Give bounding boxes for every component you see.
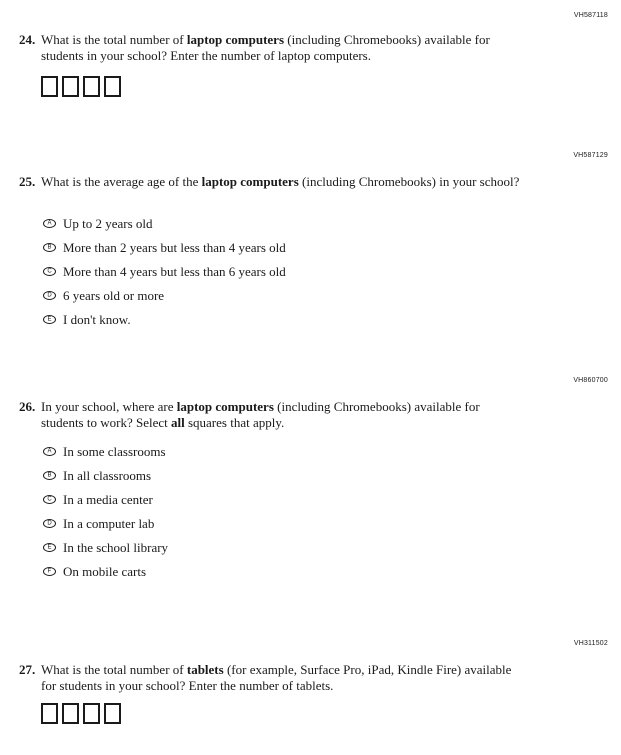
question-id-code: VH311502 <box>573 640 608 647</box>
option-row[interactable] <box>43 312 286 327</box>
options-list <box>43 216 286 336</box>
option-row[interactable] <box>43 540 168 555</box>
question-number: 27. <box>19 662 36 677</box>
question-text: What is the average age of the laptop computers (including Chromebooks) in your school? <box>41 174 520 189</box>
option-row[interactable] <box>43 564 168 579</box>
number-entry-boxes <box>41 76 125 97</box>
option-label: In a computer lab <box>63 516 155 531</box>
question-26 <box>19 399 522 431</box>
digit-entry-box[interactable] <box>104 703 121 724</box>
option-oval-icon[interactable]: B <box>43 471 56 480</box>
option-oval-icon[interactable]: E <box>43 315 56 324</box>
option-oval-icon[interactable]: A <box>43 447 56 456</box>
question-number: 24. <box>19 32 36 47</box>
digit-entry-box[interactable] <box>41 76 58 97</box>
option-row[interactable] <box>43 468 168 483</box>
option-label: 6 years old or more <box>63 288 165 303</box>
question-id-code: VH587118 <box>573 12 608 19</box>
option-label: In the school library <box>63 540 169 555</box>
question-text: What is the total number of laptop computers (including Chromebooks) available for students in your school? Enter the number of laptop computers. <box>41 32 490 63</box>
question-text: In your school, where are laptop computers (including Chromebooks) available for students to work? Select all squares that apply. <box>41 399 480 430</box>
number-entry-boxes <box>41 703 125 724</box>
option-oval-icon[interactable]: D <box>43 291 56 300</box>
question-24 <box>19 32 522 64</box>
option-oval-icon[interactable]: C <box>43 495 56 504</box>
option-label: More than 2 years but less than 4 years old <box>63 240 286 255</box>
option-row[interactable] <box>43 444 168 459</box>
option-oval-icon[interactable]: B <box>43 243 56 252</box>
option-label: In a media center <box>63 492 153 507</box>
question-text: What is the total number of tablets (for example, Surface Pro, iPad, Kindle Fire) available for students in your school? Enter the number of tablets. <box>41 662 512 693</box>
option-label: On mobile carts <box>63 564 147 579</box>
digit-entry-box[interactable] <box>62 76 79 97</box>
digit-entry-box[interactable] <box>62 703 79 724</box>
digit-entry-box[interactable] <box>104 76 121 97</box>
options-list <box>43 444 168 588</box>
option-oval-icon[interactable]: A <box>43 219 56 228</box>
option-row[interactable] <box>43 288 286 303</box>
question-27 <box>19 662 522 694</box>
question-id-code: VH587129 <box>573 152 608 159</box>
option-row[interactable] <box>43 264 286 279</box>
option-row[interactable] <box>43 492 168 507</box>
option-label: Up to 2 years old <box>63 216 153 231</box>
question-25 <box>19 174 522 190</box>
option-row[interactable] <box>43 516 168 531</box>
digit-entry-box[interactable] <box>41 703 58 724</box>
option-oval-icon[interactable]: E <box>43 543 56 552</box>
option-oval-icon[interactable]: D <box>43 519 56 528</box>
option-label: In some classrooms <box>63 444 166 459</box>
option-label: More than 4 years but less than 6 years old <box>63 264 286 279</box>
option-oval-icon[interactable]: F <box>43 567 56 576</box>
digit-entry-box[interactable] <box>83 76 100 97</box>
option-row[interactable] <box>43 216 286 231</box>
question-number: 25. <box>19 174 36 189</box>
option-label: I don't know. <box>63 312 131 327</box>
question-number: 26. <box>19 399 36 414</box>
digit-entry-box[interactable] <box>83 703 100 724</box>
option-row[interactable] <box>43 240 286 255</box>
option-label: In all classrooms <box>63 468 152 483</box>
option-oval-icon[interactable]: C <box>43 267 56 276</box>
question-id-code: VH860700 <box>573 377 608 384</box>
